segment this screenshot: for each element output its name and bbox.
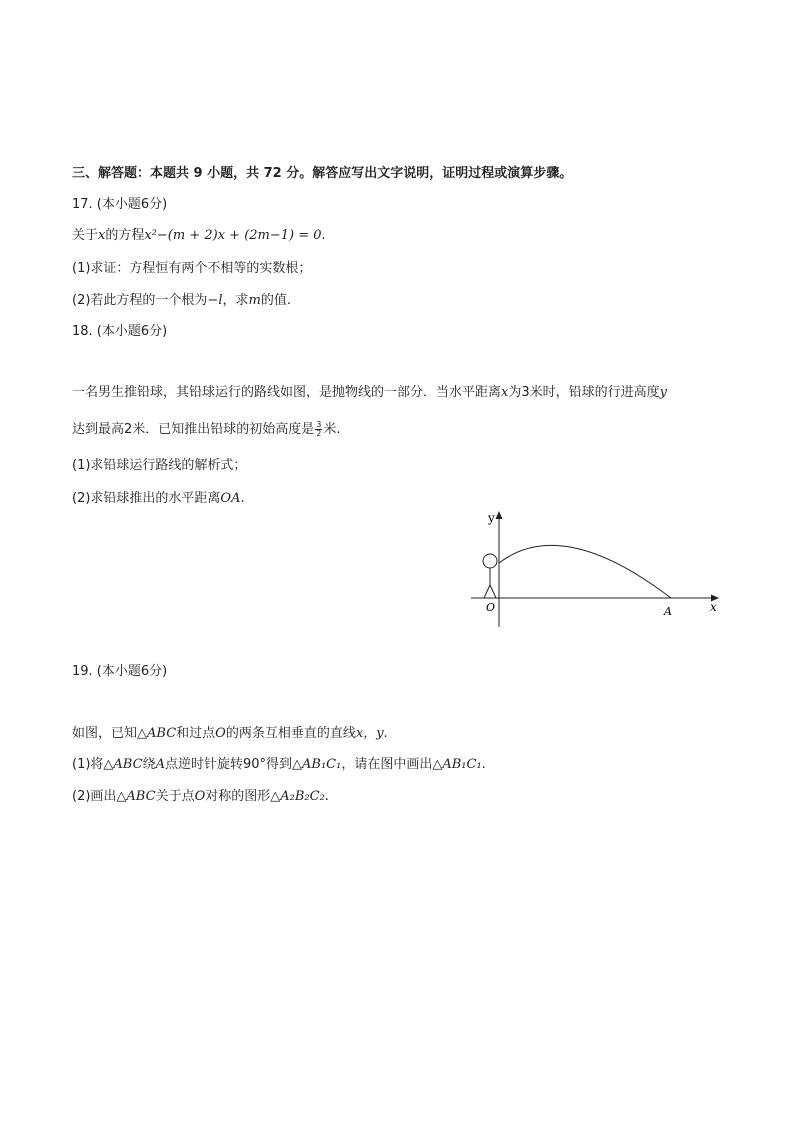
x-axis-label: x bbox=[710, 600, 717, 614]
q19-part2-c: 对称的图形 bbox=[205, 789, 271, 804]
q18-line1-var2: y bbox=[659, 385, 667, 400]
section-heading: 三、解答题：本题共 9 小题，共 72 分。解答应写出文字说明，证明过程或演算步骤。 bbox=[72, 166, 573, 181]
q17-part2-var: m bbox=[248, 293, 261, 308]
q19-part1-end: . bbox=[481, 757, 486, 772]
q17-part2-end: 的值. bbox=[260, 293, 291, 308]
shot-put-diagram bbox=[465, 505, 725, 630]
q19-line1-xy: x，y bbox=[355, 726, 384, 741]
person-left-leg bbox=[484, 585, 490, 598]
q19-part2-end: . bbox=[324, 789, 329, 804]
q19-line1 bbox=[72, 725, 388, 743]
q19-line1-end: . bbox=[383, 726, 388, 741]
q19-line1-b: 和过点 bbox=[176, 726, 216, 741]
q17-stem bbox=[72, 227, 326, 245]
q19-part1-b: 绕 bbox=[142, 757, 156, 772]
q18-line1-a: 一名男生推铅球，其铅球运行的路线如图，是抛物线的一部分．当水平距离 bbox=[72, 385, 502, 400]
q18-line1-b: 为3米时，铅球的行进高度 bbox=[508, 385, 660, 400]
y-axis-label: y bbox=[488, 511, 495, 525]
q18-line2-b: 米. bbox=[323, 422, 341, 437]
q19-part1-c: 点逆时针旋转90°得到 bbox=[164, 757, 293, 772]
q18-number: 18. (本小题6分) bbox=[72, 324, 168, 339]
q19-line1-tri: △ABC bbox=[137, 726, 177, 741]
q19-part1-tri1: △AB₁C₁ bbox=[292, 757, 342, 772]
q19-part1-tri: △ABC bbox=[103, 757, 143, 772]
q19-line1-c: 的两条互相垂直的直线 bbox=[225, 726, 356, 741]
q19-part2-tri2: △A₂B₂C₂ bbox=[270, 789, 325, 804]
q17-part1: (1)求证：方程恒有两个不相等的实数根； bbox=[72, 261, 312, 276]
q17-stem-end: . bbox=[321, 228, 326, 243]
origin-label: O bbox=[486, 601, 496, 614]
q18-line2 bbox=[72, 421, 341, 439]
q19-part2-o: O bbox=[194, 789, 206, 804]
q19-part2-b: 关于点 bbox=[155, 789, 195, 804]
q18-line1-var: x bbox=[501, 385, 509, 400]
q19-line1-a: 如图，已知 bbox=[72, 726, 138, 741]
q19-line1-o: O bbox=[215, 726, 226, 741]
q17-stem-prefix: 关于 bbox=[72, 228, 99, 243]
person-head bbox=[483, 554, 497, 568]
q19-part2-tri: △ABC bbox=[116, 789, 156, 804]
q17-part2-root: −l bbox=[207, 293, 223, 308]
q18-part1: (1)求铅球运行路线的解析式； bbox=[72, 458, 247, 473]
q19-number: 19. (本小题6分) bbox=[72, 664, 168, 679]
q18-frac-den: 2 bbox=[316, 429, 322, 438]
q17-equation: x²−(m + 2)x + (2m−1) = 0 bbox=[144, 228, 322, 243]
q19-part1-d: ，请在图中画出 bbox=[341, 757, 433, 772]
q18-part2 bbox=[72, 490, 245, 508]
q19-part1-a: (1)将 bbox=[72, 757, 104, 772]
y-axis-arrow-icon bbox=[496, 511, 503, 519]
q18-line1 bbox=[72, 384, 667, 402]
q19-part1-tri2: △AB₁C₁ bbox=[432, 757, 482, 772]
q19-part2-a: (2)画出 bbox=[72, 789, 117, 804]
q17-part2 bbox=[72, 292, 291, 310]
q17-number: 17. (本小题6分) bbox=[72, 197, 168, 212]
q17-part2-prefix: (2)若此方程的一个根为 bbox=[72, 293, 208, 308]
q19-part1-a-pt: A bbox=[155, 757, 165, 772]
q17-stem-var: x bbox=[98, 228, 106, 243]
q18-part2-end: . bbox=[240, 491, 245, 506]
q18-fraction bbox=[315, 421, 322, 438]
person-right-leg bbox=[490, 585, 496, 598]
q18-part2-var: OA bbox=[220, 491, 241, 506]
q18-part2-prefix: (2)求铅球推出的水平距离 bbox=[72, 491, 221, 506]
q18-line2-a: 达到最高2米．已知推出铅球的初始高度是 bbox=[72, 422, 315, 437]
q17-stem-mid: 的方程 bbox=[105, 228, 145, 243]
point-a-label: A bbox=[664, 605, 672, 618]
q19-part2 bbox=[72, 788, 329, 806]
q18-frac-num: 3 bbox=[316, 420, 322, 429]
q19-part1 bbox=[72, 756, 486, 774]
trajectory-curve bbox=[499, 545, 671, 598]
q17-part2-mid: ，求 bbox=[222, 293, 249, 308]
